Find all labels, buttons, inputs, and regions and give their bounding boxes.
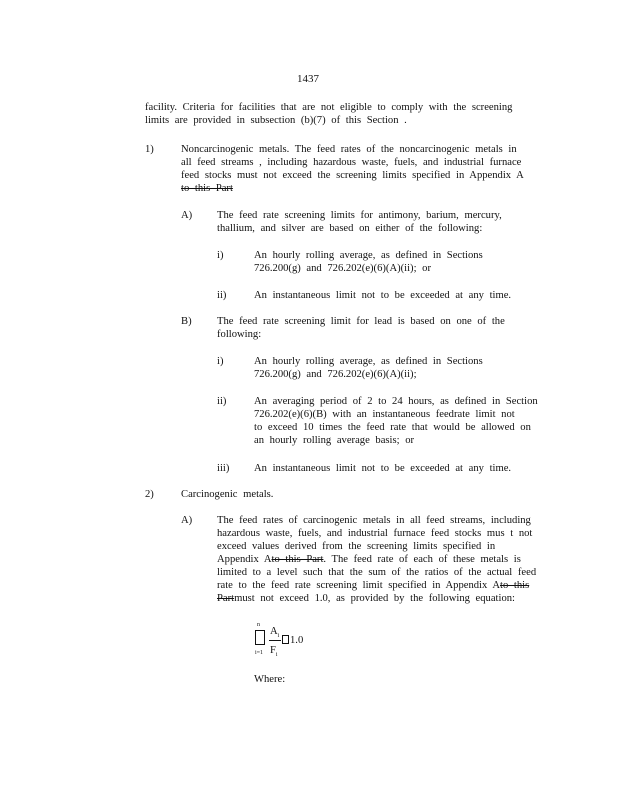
denominator: $F_i$	[270, 645, 278, 659]
item-2A-text	[217, 514, 536, 605]
text-line: An averaging period of 2 to 24 hours, as defined in Section	[254, 396, 538, 407]
sum-upper-limit: n	[257, 622, 260, 628]
item-1-text	[181, 143, 524, 195]
item-1Aii-number: ii)	[217, 290, 227, 301]
item-1Ai-text	[254, 249, 483, 275]
item-1Aii-text	[254, 289, 511, 302]
text-line: following:	[217, 329, 262, 340]
text-line: Noncarcinogenic metals. The feed rates of the noncarcinogenic metals in	[181, 144, 517, 155]
text-line: The feed rate screening limit for lead is based on one of the	[217, 316, 505, 327]
intro-paragraph	[145, 101, 512, 127]
text-line: thallium, and silver are based on either of the following:	[217, 223, 483, 234]
fraction-bar	[269, 640, 281, 641]
text-line: all feed streams , including hazardous waste, fuels, and industrial furnace	[181, 157, 522, 168]
item-1-number: 1)	[145, 144, 154, 155]
text-line: 726.200(g) and 726.202(e)(6)(A)(ii); or	[254, 263, 431, 274]
summation-symbol	[255, 630, 265, 645]
item-1Bii-text	[254, 395, 538, 447]
item-1B-number: B)	[181, 316, 192, 327]
item-1Biii-text	[254, 462, 511, 475]
text-line: The feed rate screening limits for antimony, barium, mercury,	[217, 210, 502, 221]
text-line: exceed values derived from the screening limits specified in	[217, 541, 496, 552]
text-line: facility. Criteria for facilities that are not eligible to comply with the screening	[145, 102, 513, 113]
text-line: an hourly rolling average basis; or	[254, 435, 415, 446]
text-line: An instantaneous limit not to be exceeded at any time.	[254, 463, 512, 474]
text-line: limited to a level such that the sum of the ratios of the actual feed	[217, 567, 537, 578]
equation-rhs: 1.0	[290, 635, 304, 646]
struck-text: to this Part	[181, 183, 233, 194]
item-2-number: 2)	[145, 489, 154, 500]
item-1A-number: A)	[181, 210, 193, 221]
struck-text: to this	[500, 580, 530, 591]
item-1B-text	[217, 315, 505, 341]
text-line: An hourly rolling average, as defined in Sections	[254, 356, 483, 367]
text-line: limits are provided in subsection (b)(7) of this Section .	[145, 115, 407, 126]
text-line: 726.202(e)(6)(B) with an instantaneous feedrate limit not	[254, 409, 515, 420]
item-1A-text	[217, 209, 502, 235]
sum-lower-limit: i=1	[255, 650, 264, 656]
text-fragment: Appendix A	[217, 554, 272, 565]
text-line: An hourly rolling average, as defined in Sections	[254, 250, 483, 261]
text-line: 726.200(g) and 726.202(e)(6)(A)(ii);	[254, 369, 417, 380]
item-2-heading: Carcinogenic metals.	[181, 489, 274, 500]
item-2A-number: A)	[181, 515, 193, 526]
text-line: feed stocks must not exceed the screening limits specified in Appendix A	[181, 170, 524, 181]
item-1Bi-number: i)	[217, 356, 224, 367]
struck-text: to this Part	[271, 554, 324, 565]
page-number: 1437	[297, 73, 319, 85]
text-fragment: rate to the feed rate screening limit specified in Appendix A	[217, 580, 500, 591]
struck-text: Part	[217, 593, 235, 604]
text-line: The feed rates of carcinogenic metals in all feed streams, including	[217, 515, 531, 526]
text-line: hazardous waste, fuels, and industrial furnace feed stocks mus t not	[217, 528, 533, 539]
item-1Biii-number: iii)	[217, 463, 230, 474]
less-equal-symbol	[282, 635, 289, 644]
text-fragment: must not exceed 1.0, as provided by the following equation:	[234, 593, 515, 604]
item-1Bi-text	[254, 355, 483, 381]
where-label: Where:	[254, 674, 286, 685]
item-1Ai-number: i)	[217, 250, 224, 261]
item-1Bii-number: ii)	[217, 396, 227, 407]
text-fragment: . The feed rate of each of these metals is	[323, 554, 521, 565]
numerator: $A_i$	[270, 626, 280, 640]
text-line: to exceed 10 times the feed rate that would be allowed on	[254, 422, 531, 433]
sum-equation	[254, 622, 314, 662]
text-line: An instantaneous limit not to be exceeded at any time.	[254, 290, 512, 301]
